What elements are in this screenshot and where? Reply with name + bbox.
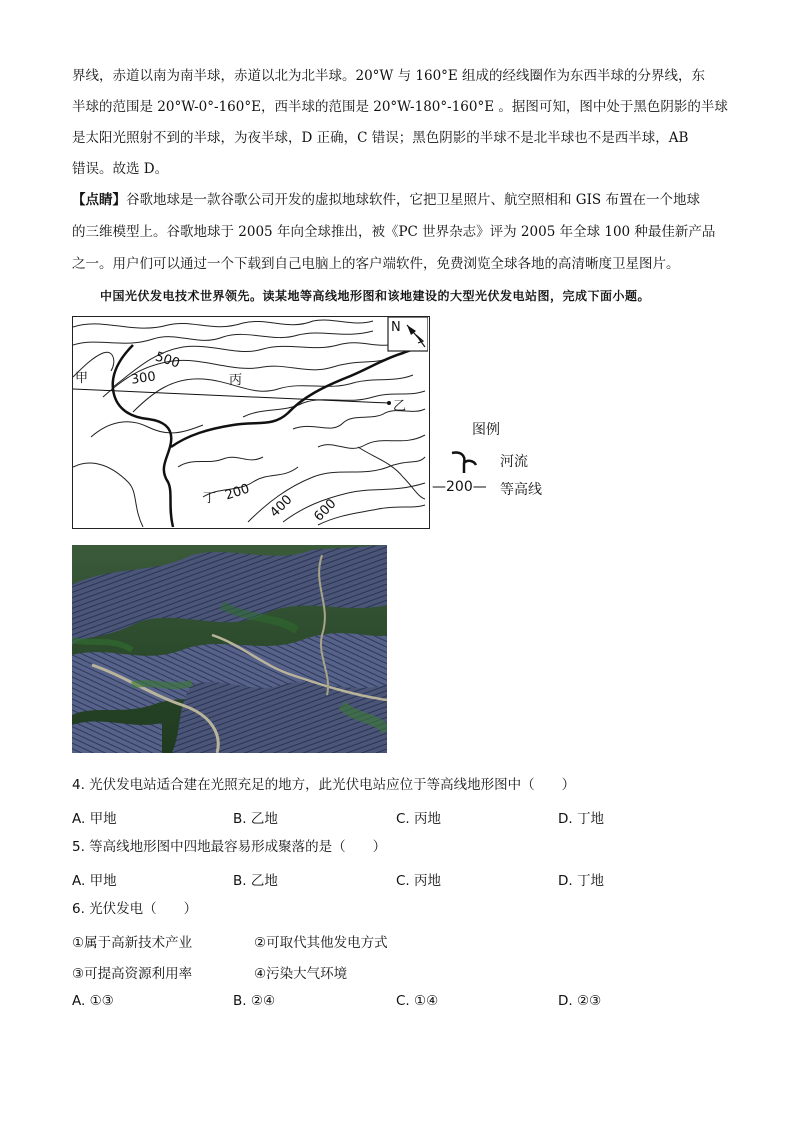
contour-label-300: 300 [130, 369, 157, 388]
q6-statement-2: ②可取代其他发电方式 [254, 935, 388, 951]
q6-option-c[interactable]: C. ①④ [396, 993, 439, 1009]
q5-option-b[interactable]: B. 乙地 [233, 873, 278, 889]
q4-option-d[interactable]: D. 丁地 [558, 811, 604, 827]
q6-statement-4: ④污染大气环境 [254, 966, 348, 982]
q6-option-b[interactable]: B. ②④ [233, 993, 276, 1009]
intro-line-3: 是太阳光照射不到的半球，为夜半球，D 正确，C 错误；黑色阴影的半球不是北半球也不是西半球，AB [72, 130, 689, 146]
q6-statement-1: ①属于高新技术产业 [72, 935, 193, 951]
q4-option-b[interactable]: B. 乙地 [233, 811, 278, 827]
north-label: N [391, 320, 401, 335]
label-ding: 丁 [203, 491, 217, 506]
contour-label-200: 200 [223, 481, 252, 504]
figure-caption: 中国光伏发电技术世界领先。读某地等高线地形图和该地建设的大型光伏发电站图，完成下面小题。 [100, 289, 651, 303]
label-yi: 乙 [393, 399, 407, 414]
question-4-stem: 4. 光伏发电站适合建在光照充足的地方，此光伏电站应位于等高线地形图中（ ） [72, 777, 576, 793]
yi-point [387, 401, 391, 405]
note-text-1: 谷歌地球是一款谷歌公司开发的虚拟地球软件，它把卫星照片、航空照相和 GIS 布置在一个地球 [126, 192, 700, 208]
legend-contour-label: 等高线 [500, 482, 542, 498]
note-line-2: 的三维模型上。谷歌地球于 2005 年向全球推出，被《PC 世界杂志》评为 2005 年全球 100 种最佳新产品 [72, 224, 716, 240]
question-6-stem: 6. 光伏发电（ ） [72, 901, 198, 917]
q6-option-a[interactable]: A. ①③ [72, 993, 114, 1009]
note-tag: 【点睛】 [72, 192, 126, 208]
intro-line-4: 错误。故选 D。 [72, 161, 169, 177]
intro-line-2: 半球的范围是 20°W-0°-160°E，西半球的范围是 20°W-180°-160°E 。据图可知，图中处于黑色阴影的半球 [72, 99, 728, 115]
profile-line [73, 389, 389, 403]
note-line-3: 之一。用户们可以通过一个下载到自己电脑上的客户端软件，免费浏览全球各地的高清晰度卫星图片。 [72, 256, 680, 272]
q6-option-d[interactable]: D. ②③ [558, 993, 602, 1009]
contour-map [72, 316, 430, 529]
river-legend-icon [446, 445, 486, 475]
question-5-stem: 5. 等高线地形图中四地最容易形成聚落的是（ ） [72, 839, 387, 855]
label-jia: 甲 [75, 371, 89, 386]
legend-river-label: 河流 [500, 454, 528, 470]
solar-farm-photo [72, 545, 387, 753]
intro-line-1: 界线，赤道以南为南半球，赤道以北为北半球。20°W 与 160°E 组成的经线圈作为东西半球的分界线，东 [72, 68, 706, 84]
note-line-1 [72, 190, 700, 210]
contour-label-400: 400 [267, 492, 296, 521]
q5-option-a[interactable]: A. 甲地 [72, 873, 117, 889]
legend-contour-sample: —200— [432, 479, 487, 495]
legend-title: 图例 [472, 422, 500, 438]
q4-option-a[interactable]: A. 甲地 [72, 811, 117, 827]
contour-label-500: 500 [153, 349, 182, 372]
legend-contour-value: 200 [446, 479, 473, 495]
contour-label-600: 600 [311, 496, 340, 525]
q5-option-c[interactable]: C. 丙地 [396, 873, 442, 889]
q5-option-d[interactable]: D. 丁地 [558, 873, 604, 889]
label-bing: 丙 [229, 373, 243, 388]
map-legend [432, 415, 592, 505]
river-path [113, 345, 428, 527]
q4-option-c[interactable]: C. 丙地 [396, 811, 442, 827]
q6-statement-3: ③可提高资源利用率 [72, 966, 193, 982]
